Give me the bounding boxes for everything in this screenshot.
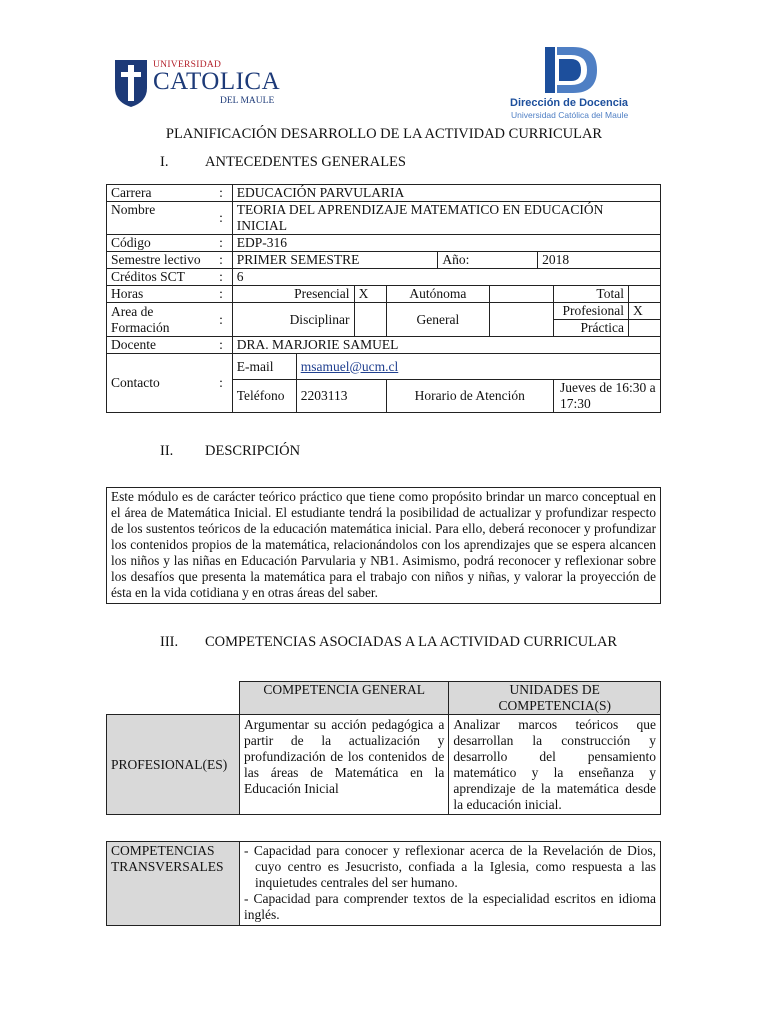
area-colon: : — [210, 303, 232, 337]
autonoma-value — [490, 286, 554, 303]
section-1-title: ANTECEDENTES GENERALES — [205, 154, 406, 170]
semestre-value: PRIMER SEMESTRE — [232, 252, 438, 269]
row-nombre — [107, 202, 661, 235]
telefono-label: Teléfono — [232, 380, 296, 413]
ucm-shield-icon — [113, 58, 149, 108]
horas-label: Horas — [107, 286, 211, 303]
nombre-value: TEORIA DEL APRENDIZAJE MATEMATICO EN EDUCACIÓN INICIAL — [232, 202, 660, 235]
codigo-colon: : — [210, 235, 232, 252]
codigo-label: Código — [107, 235, 211, 252]
creditos-colon: : — [210, 269, 232, 286]
general-mark — [490, 303, 554, 337]
semestre-colon: : — [210, 252, 232, 269]
carrera-value: EDUCACIÓN PARVULARIA — [232, 185, 660, 202]
document-title: PLANIFICACIÓN DESARROLLO DE LA ACTIVIDAD CURRICULAR — [165, 126, 603, 142]
total-value — [628, 286, 660, 303]
row-email — [107, 354, 661, 380]
header-competencia-general: COMPETENCIA GENERAL — [239, 682, 448, 715]
disciplinar-mark — [354, 303, 386, 337]
nombre-label: Nombre — [107, 202, 211, 235]
creditos-label: Créditos SCT — [107, 269, 211, 286]
row-carrera — [107, 185, 661, 202]
email-label: E-mail — [232, 354, 296, 380]
row-creditos — [107, 269, 661, 286]
carrera-colon: : — [210, 185, 232, 202]
transversales-content — [239, 842, 660, 926]
anio-value: 2018 — [538, 252, 661, 269]
carrera-label: Carrera — [107, 185, 211, 202]
practica-label: Práctica — [554, 320, 629, 337]
row-horas — [107, 286, 661, 303]
presencial-label: Presencial — [232, 286, 354, 303]
nombre-colon: : — [210, 202, 232, 235]
ucm-line3: DEL MAULE — [220, 96, 275, 106]
transversal-item-2: - Capacidad para comprender textos de la especialidad escritos en idioma inglés. — [243, 891, 656, 922]
section-3-title: COMPETENCIAS ASOCIADAS A LA ACTIVIDAD CURRICULAR — [205, 634, 618, 650]
codigo-value: EDP-316 — [232, 235, 660, 252]
practica-mark — [628, 320, 660, 337]
general-label: General — [386, 303, 490, 337]
email-value — [296, 354, 660, 380]
email-link[interactable]: msamuel@ucm.cl — [300, 358, 399, 374]
autonoma-label: Autónoma — [386, 286, 490, 303]
header-unidades-competencia: UNIDADES DE COMPETENCIA(S) — [449, 682, 661, 715]
competencias-header-row — [107, 682, 661, 715]
total-label: Total — [554, 286, 629, 303]
contacto-colon: : — [210, 354, 232, 413]
row-codigo — [107, 235, 661, 252]
profesional-label: Profesional — [554, 303, 629, 320]
horas-colon: : — [210, 286, 232, 303]
contacto-label: Contacto — [107, 354, 211, 413]
section-1-number: I. — [160, 154, 169, 170]
row-semestre — [107, 252, 661, 269]
docente-colon: : — [210, 337, 232, 354]
docencia-line2: Universidad Católica del Maule — [511, 110, 629, 120]
transversales-table — [106, 841, 661, 926]
horario-label: Horario de Atención — [386, 380, 554, 413]
section-2-title: DESCRIPCIÓN — [205, 443, 301, 459]
profesional-mark: X — [628, 303, 660, 320]
horario-value: Jueves de 16:30 a 17:30 — [554, 380, 661, 413]
profesional-row-label: PROFESIONAL(ES) — [107, 715, 240, 815]
presencial-mark: X — [354, 286, 386, 303]
row-docente — [107, 337, 661, 354]
semestre-label: Semestre lectivo — [107, 252, 211, 269]
area-label: Area de Formación — [107, 303, 211, 337]
docencia-line1: Dirección de Docencia — [510, 97, 628, 109]
transversal-item-1: - Capacidad para conocer y reflexionar acerca de la Revelación de Dios, cuyo centro es Jesucristo, confiada a la Iglesia, como respuesta a las inquietudes centrales del ser humano. — [243, 843, 656, 890]
competencia-general-text: Argumentar su acción pedagógica a partir de la actualización y profundización de los contenidos de las áreas de Matemática en la Educación Inicial — [239, 715, 448, 815]
docente-label: Docente — [107, 337, 211, 354]
ucm-line1: UNIVERSIDAD — [153, 60, 222, 70]
disciplinar-label: Disciplinar — [232, 303, 354, 337]
competencias-table — [106, 681, 661, 815]
transversales-label: COMPETENCIAS TRANSVERSALES — [107, 842, 240, 926]
docencia-d-icon — [543, 45, 603, 97]
creditos-value: 6 — [232, 269, 660, 286]
empty-header-cell — [107, 682, 240, 715]
section-2-number: II. — [160, 443, 174, 459]
general-info-table — [106, 184, 661, 413]
anio-label: Año: — [438, 252, 538, 269]
transversales-row — [107, 842, 661, 926]
telefono-value: 2203113 — [296, 380, 386, 413]
ucm-line2: CATOLICA — [153, 68, 281, 95]
unidades-competencia-text: Analizar marcos teóricos que desarrollan la construcción y desarrollo del pensamiento matemático y la enseñanza y aprendizaje de la matemática desde la educación inicial. — [449, 715, 661, 815]
section-3-number: III. — [160, 634, 179, 650]
docencia-logo — [505, 45, 635, 120]
competencias-profesional-row — [107, 715, 661, 815]
docente-value: DRA. MARJORIE SAMUEL — [232, 337, 660, 354]
description-box: Este módulo es de carácter teórico práctico que tiene como propósito brindar un marco conceptual en el área de Matemática Inicial. El estudiante tendrá la posibilidad de actualizar y profundizar respecto de los sustentos teóricos de la educación matemática inicial. Para ello, deberá reconocer y profundizar los contenidos propios de la matemática, relacionándolos con los aprendizajes que se espera alcancen los niños y las niñas en Educación Parvularia y NB1. Asimismo, podrá reconocer y reflexionar sobre los desafíos que presenta la matemática para el trabajo con niños y niñas, y valorar la proyección de ésta en la vida cotidiana y en otras áreas del saber. — [106, 487, 661, 604]
row-area-1 — [107, 303, 661, 320]
ucm-logo — [113, 58, 313, 110]
